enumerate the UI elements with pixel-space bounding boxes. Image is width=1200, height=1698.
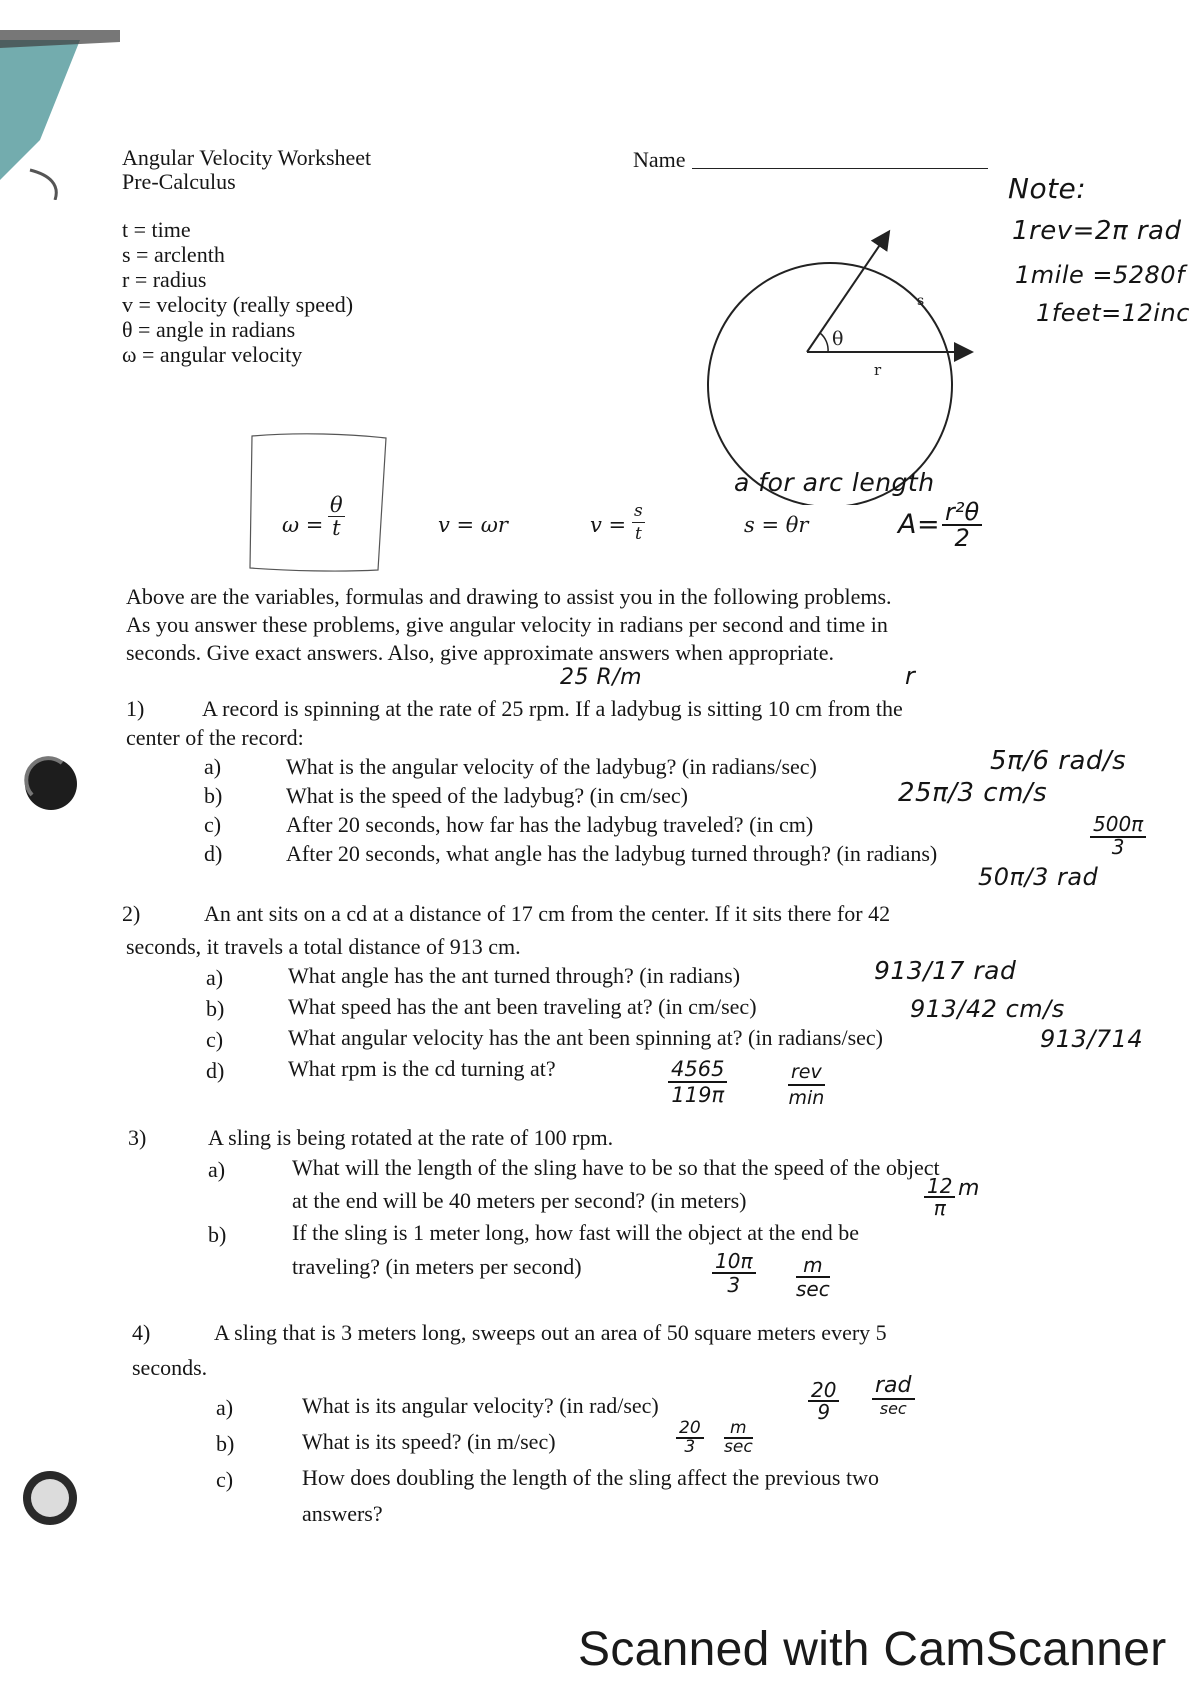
problem-3b-answer-unit (796, 1254, 830, 1300)
problem-1a-answer: 5π/6 rad/s (990, 746, 1127, 776)
name-blank-line (692, 168, 988, 169)
diagram-radius-label: r (874, 361, 882, 379)
problem-1c-question: After 20 seconds, how far has the ladybug traveled? (in cm) (286, 812, 814, 837)
area-formula-numerator: r²θ (942, 500, 982, 526)
problem-3b-question-line-2: traveling? (in meters per second) (292, 1254, 582, 1279)
problem-3a-question-line-1: What will the length of the sling have to be so that the speed of the object (292, 1155, 940, 1180)
problem-2d-answer-unit (788, 1060, 825, 1110)
problem-4c-label: c) (216, 1467, 234, 1492)
problem-2-line-1: An ant sits on a cd at a distance of 17 cm from the center. If it sits there for 42 (204, 901, 891, 926)
problem-2b-answer: 913/42 cm/s (910, 995, 1065, 1023)
problem-2c-question: What angular velocity has the ant been spinning at? (in radians/sec) (288, 1025, 884, 1050)
problem-2d-answer-denominator: 119π (671, 1083, 725, 1107)
problem-3b-unit-denominator: sec (796, 1277, 830, 1301)
problem-3b-unit-numerator: m (796, 1254, 830, 1278)
problem-3-line-1: A sling is being rotated at the rate of 100 rpm. (208, 1125, 614, 1150)
problem-3b-answer-denominator: 3 (727, 1273, 741, 1297)
problem-4-number: 4) (132, 1320, 151, 1345)
problem-4c-question-line-2: answers? (302, 1501, 383, 1526)
note-line-mile: 1mile =5280f (1015, 261, 1186, 289)
problem-4a-answer (808, 1380, 839, 1422)
omega-formula-numerator: θ (330, 493, 343, 517)
worksheet-title: Angular Velocity Worksheet (122, 145, 372, 170)
problem-3a-answer (924, 1176, 955, 1218)
problem-2d-answer (668, 1057, 727, 1107)
problem-1c-answer-numerator: 500π (1090, 812, 1146, 838)
diagram-angle-label: θ (832, 328, 844, 350)
problem-1b-label: b) (204, 783, 223, 808)
problem-1c-answer (1090, 812, 1146, 859)
scan-corner-shadow (0, 0, 140, 200)
v-formula-numerator: s (634, 501, 643, 521)
problem-3b-label: b) (208, 1222, 227, 1247)
problem-1-rate-annotation: 25 R/m (560, 665, 643, 690)
problem-2d-unit-denominator: min (788, 1087, 825, 1109)
problem-1-line-2: center of the record: (126, 725, 304, 750)
v-omega-r-formula: v = ωr (438, 513, 508, 537)
problem-2d-unit-numerator: rev (788, 1060, 825, 1086)
area-formula-lhs: A= (898, 509, 941, 540)
problem-4a-answer-denominator: 9 (817, 1400, 831, 1424)
omega-formula-fraction (328, 494, 345, 539)
problem-4b-answer-unit (724, 1420, 753, 1455)
v-formula-lhs: v = (590, 513, 627, 537)
problem-1d-question: After 20 seconds, what angle has the ladybug turned through? (in radians) (286, 841, 938, 866)
punch-hole-bottom (20, 1468, 80, 1528)
problem-4b-answer (676, 1420, 704, 1455)
v-formula-fraction (632, 500, 645, 545)
problem-4-line-2: seconds. (132, 1355, 208, 1380)
instructions-line-3: seconds. Give exact answers. Also, give approximate answers when appropriate. (126, 640, 835, 665)
problem-3a-answer-denominator: π (933, 1196, 946, 1220)
problem-2b-question: What speed has the ant been traveling at? (in cm/sec) (288, 994, 757, 1019)
variable-time: t = time (122, 217, 191, 242)
problem-4a-answer-unit (872, 1374, 915, 1418)
problem-2a-answer: 913/17 rad (874, 956, 1017, 985)
variable-angle: θ = angle in radians (122, 317, 296, 342)
problem-1b-answer: 25π/3 cm/s (898, 778, 1048, 808)
punch-hole-top (22, 755, 80, 813)
omega-formula-lhs: ω = (282, 513, 324, 537)
problem-4b-answer-denominator: 3 (684, 1437, 696, 1457)
problem-1c-answer-denominator: 3 (1111, 835, 1125, 859)
circle-diagram (680, 225, 990, 505)
omega-formula-denominator: t (332, 516, 341, 540)
note-line-feet: 1feet=12inc (1036, 299, 1190, 327)
variable-arclength: s = arclenth (122, 242, 225, 267)
variable-angular-velocity: ω = angular velocity (122, 342, 303, 367)
problem-2a-question: What angle has the ant turned through? (in radians) (288, 963, 741, 988)
problem-2d-question: What rpm is the cd turning at? (288, 1056, 556, 1081)
problem-2c-answer: 913/714 (1040, 1025, 1144, 1053)
problem-4a-answer-numerator: 20 (808, 1380, 839, 1402)
problem-2-number: 2) (122, 901, 141, 926)
instructions-line-1: Above are the variables, formulas and drawing to assist you in the following problems. (126, 584, 892, 609)
variable-velocity: v = velocity (really speed) (122, 292, 354, 317)
problem-2-line-2: seconds, it travels a total distance of 913 cm. (126, 934, 521, 959)
instructions-line-2: As you answer these problems, give angular velocity in radians per second and time in (126, 612, 888, 637)
problem-1b-question: What is the speed of the ladybug? (in cm/sec) (286, 783, 688, 808)
v-formula-denominator: t (634, 524, 642, 544)
problem-4-line-1: A sling that is 3 meters long, sweeps out an area of 50 square meters every 5 (214, 1320, 887, 1345)
problem-4b-question: What is its speed? (in m/sec) (302, 1429, 556, 1454)
problem-3-number: 3) (128, 1125, 147, 1150)
problem-4a-question: What is its angular velocity? (in rad/sec) (302, 1393, 659, 1418)
problem-4b-answer-numerator: 20 (676, 1420, 704, 1439)
course-name: Pre-Calculus (122, 169, 236, 194)
problem-2c-label: c) (206, 1027, 224, 1052)
problem-3b-answer (712, 1250, 756, 1296)
problem-2b-label: b) (206, 996, 225, 1021)
problem-4b-unit-denominator: sec (724, 1437, 753, 1457)
problem-4b-unit-numerator: m (724, 1420, 753, 1439)
area-formula-fraction (942, 500, 982, 550)
problem-3a-question-line-2: at the end will be 40 meters per second? (in meters) (292, 1188, 747, 1213)
problem-3a-label: a) (208, 1157, 226, 1182)
problem-3a-answer-numerator: 12 (924, 1176, 955, 1198)
note-title: Note: (1008, 172, 1087, 205)
arc-length-formula: s = θr (744, 513, 809, 537)
diagram-arc-label: s (917, 293, 925, 309)
problem-4b-label: b) (216, 1431, 235, 1456)
problem-4a-label: a) (216, 1395, 234, 1420)
problem-1d-answer: 50π/3 rad (978, 863, 1099, 891)
problem-1-radius-annotation: r (905, 662, 916, 690)
problem-1c-label: c) (204, 812, 222, 837)
problem-2a-label: a) (206, 965, 224, 990)
problem-4a-unit-denominator: sec (879, 1399, 907, 1418)
scanner-watermark: Scanned with CamScanner (578, 1623, 1167, 1676)
problem-1-line-1: A record is spinning at the rate of 25 rpm. If a ladybug is sitting 10 cm from the (202, 696, 903, 721)
name-label: Name (633, 147, 686, 172)
problem-4c-question-line-1: How does doubling the length of the sling affect the previous two (302, 1465, 879, 1490)
problem-1a-label: a) (204, 754, 222, 779)
problem-1a-question: What is the angular velocity of the ladybug? (in radians/sec) (286, 754, 817, 779)
problem-4a-unit-numerator: rad (872, 1374, 915, 1400)
area-formula-denominator: 2 (954, 524, 970, 552)
problem-2d-answer-numerator: 4565 (668, 1057, 727, 1083)
problem-1-number: 1) (126, 696, 145, 721)
note-line-rev: 1rev=2π rad (1012, 216, 1182, 246)
omega-formula-box (240, 430, 390, 580)
diagram-angle-ray (807, 233, 888, 352)
problem-2d-label: d) (206, 1058, 225, 1083)
arc-length-note: a for arc length (734, 468, 935, 497)
problem-3b-question-line-1: If the sling is 1 meter long, how fast will the object at the end be (292, 1220, 859, 1245)
problem-3b-answer-numerator: 10π (712, 1250, 756, 1274)
problem-3a-answer-unit: m (958, 1176, 980, 1201)
problem-1d-label: d) (204, 841, 223, 866)
variable-radius: r = radius (122, 267, 207, 292)
